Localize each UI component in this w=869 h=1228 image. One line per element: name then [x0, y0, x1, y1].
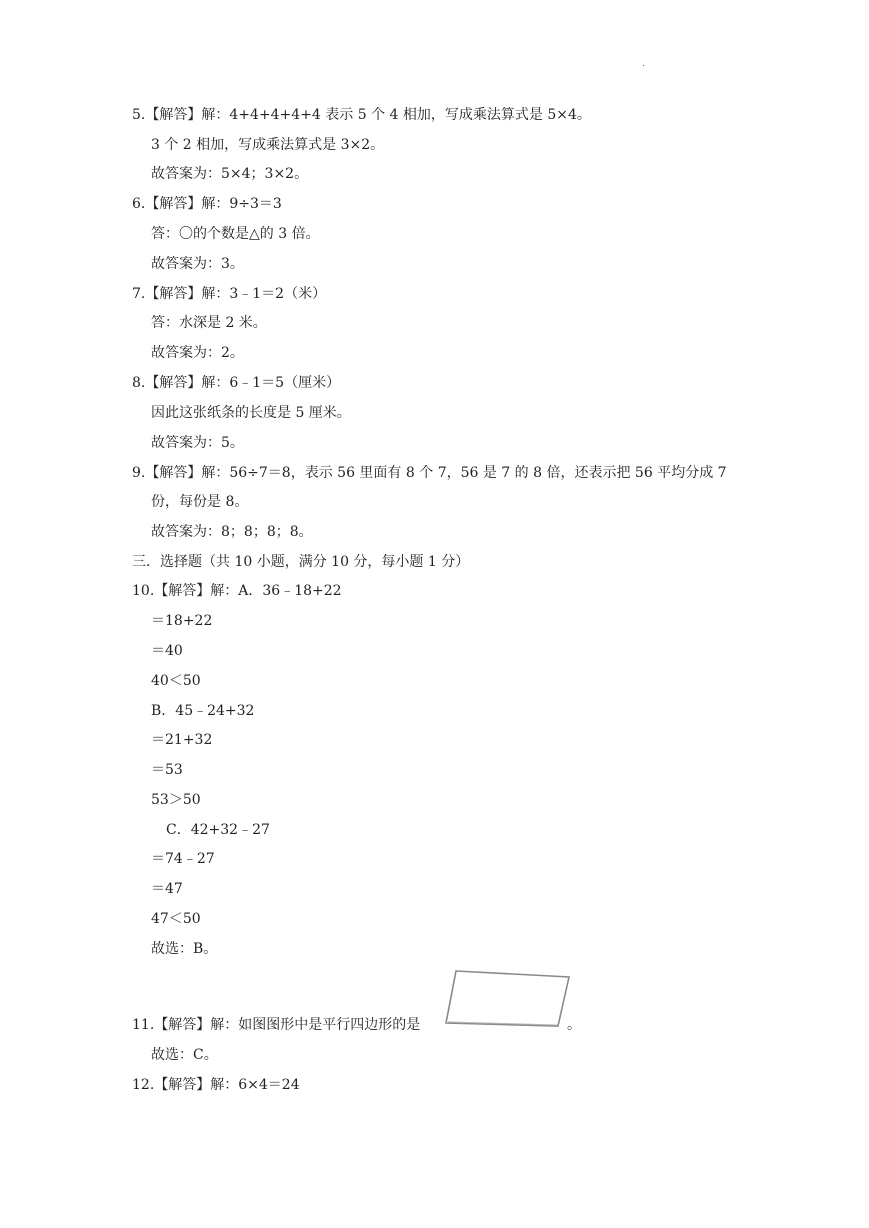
q11-period: 。 [567, 1017, 581, 1033]
q10-line-4: 40＜50 [151, 673, 201, 689]
q7-line-1: 7.【解答】解：3﹣1＝2（米） [132, 286, 327, 302]
parallelogram-figure [444, 968, 572, 1030]
q9-line-3: 故答案为：8；8；8；8。 [151, 524, 313, 540]
q8-line-2: 因此这张纸条的长度是 5 厘米。 [151, 405, 351, 421]
q10-line-10: ＝74﹣27 [151, 851, 215, 867]
page-dot: . [642, 58, 646, 69]
q5-line-1: 5.【解答】解：4+4+4+4+4 表示 5 个 4 相加，写成乘法算式是 5×4。 [132, 107, 591, 123]
q10-line-12: 47＜50 [151, 911, 201, 927]
q9-line-1: 9.【解答】解：56÷7＝8，表示 56 里面有 8 个 7，56 是 7 的 8 倍，还表示把 56 平均分成 7 [132, 465, 727, 481]
q12-line-1: 12.【解答】解：6×4＝24 [132, 1077, 300, 1093]
q10-line-9: C．42+32﹣27 [166, 822, 270, 838]
q11-line-2: 故选：C。 [151, 1047, 218, 1063]
q6-line-1: 6.【解答】解：9÷3＝3 [132, 196, 282, 212]
q7-line-2: 答：水深是 2 米。 [151, 315, 267, 331]
q5-line-3: 故答案为：5×4；3×2。 [151, 166, 309, 182]
q10-line-6: ＝21+32 [151, 732, 213, 748]
q10-line-1: 10.【解答】解：A．36﹣18+22 [132, 583, 342, 599]
q5-line-2: 3 个 2 相加，写成乘法算式是 3×2。 [151, 137, 385, 153]
q10-line-5: B．45﹣24+32 [151, 703, 255, 719]
q8-line-1: 8.【解答】解：6﹣1＝5（厘米） [132, 375, 341, 391]
q11-line-1: 11.【解答】解：如图图形中是平行四边形的是 [132, 1017, 421, 1033]
q10-line-13: 故选：B。 [151, 941, 218, 957]
q10-line-11: ＝47 [151, 881, 183, 897]
q10-line-8: 53＞50 [151, 792, 201, 808]
q6-line-3: 故答案为：3。 [151, 256, 244, 272]
q7-line-3: 故答案为：2。 [151, 345, 244, 361]
q10-line-3: ＝40 [151, 643, 183, 659]
q6-line-2: 答：〇的个数是△的 3 倍。 [151, 226, 320, 242]
q9-line-2: 份，每份是 8。 [151, 494, 249, 510]
q8-line-3: 故答案为：5。 [151, 435, 244, 451]
q10-line-7: ＝53 [151, 762, 183, 778]
parallelogram-shape [446, 971, 569, 1026]
section-3-heading: 三．选择题（共 10 小题，满分 10 分，每小题 1 分） [132, 554, 470, 570]
q10-line-2: ＝18+22 [151, 613, 213, 629]
